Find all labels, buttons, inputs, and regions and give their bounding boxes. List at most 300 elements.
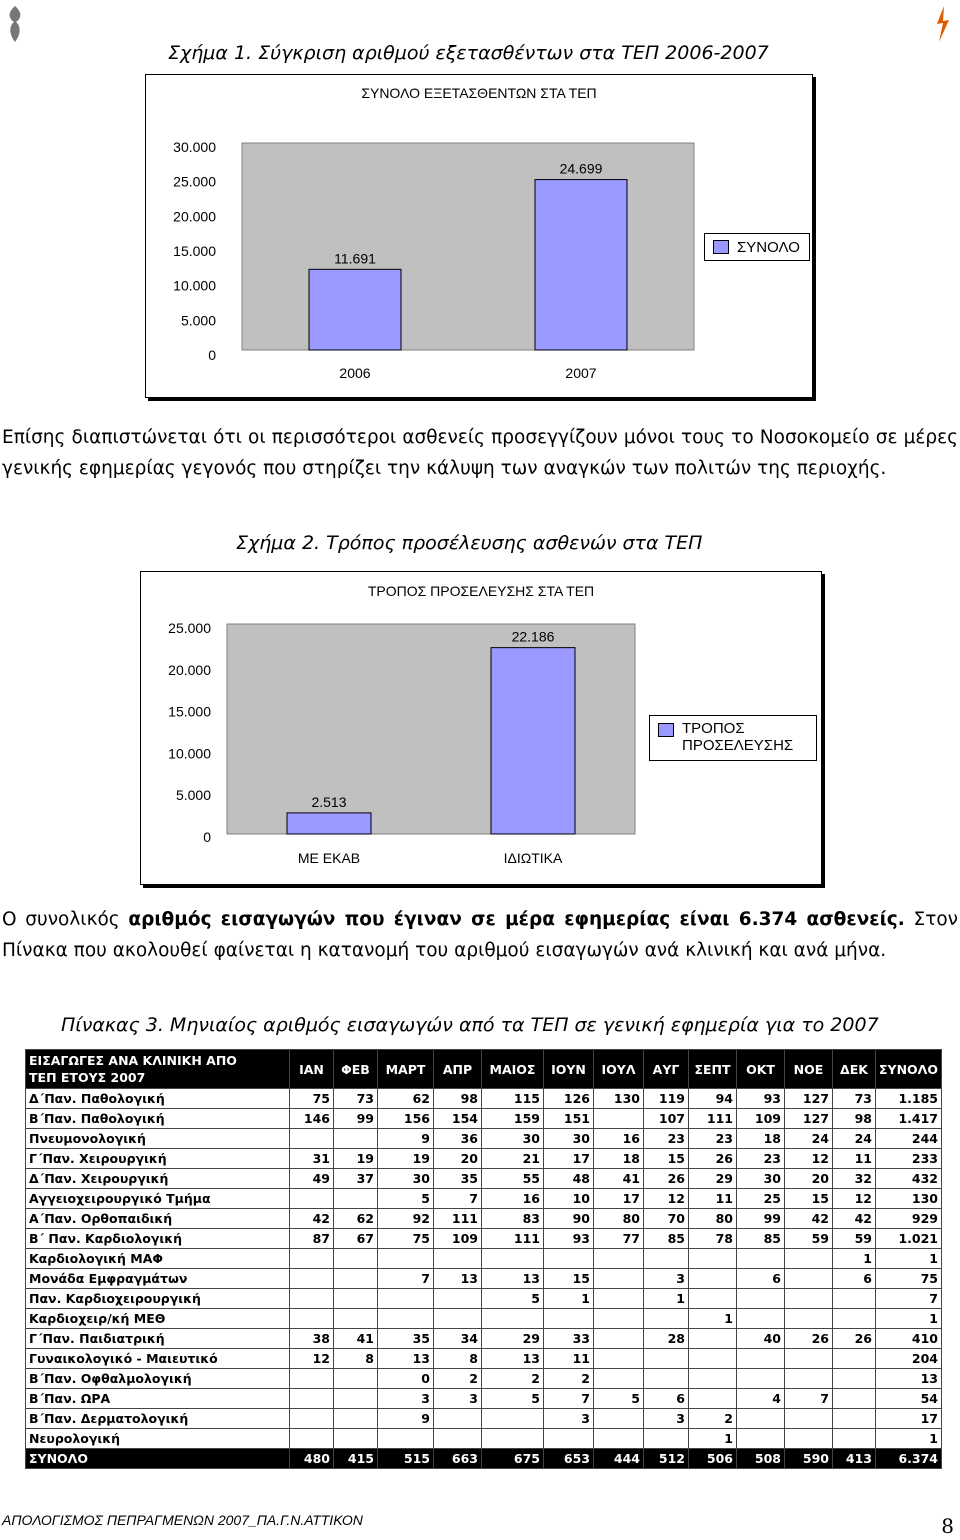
table-cell: 6 (833, 1269, 876, 1289)
column-header: ΙΑΝ (290, 1050, 334, 1089)
table-cell (544, 1429, 594, 1449)
table-cell: 515 (378, 1449, 434, 1469)
table-cell: 35 (434, 1169, 482, 1189)
table-cell (594, 1409, 644, 1429)
table-cell (482, 1249, 544, 1269)
flame-icon (932, 4, 954, 44)
table-cell: 30 (737, 1169, 785, 1189)
table-header-row (26, 1050, 942, 1089)
table-cell: 42 (290, 1209, 334, 1229)
table-cell (378, 1309, 434, 1329)
table-cell (334, 1429, 378, 1449)
y-tick-label: 5.000 (175, 787, 211, 804)
table-cell: 11 (689, 1189, 737, 1209)
column-header: ΟΚΤ (737, 1050, 785, 1089)
table-cell (544, 1249, 594, 1269)
table-cell: 54 (876, 1389, 942, 1409)
table-cell: 159 (482, 1109, 544, 1129)
figure1-caption: Σχήμα 1. Σύγκριση αριθμού εξετασθέντων στα ΤΕΠ 2006-2007 (168, 42, 769, 64)
column-header: ΜΑΙΟΣ (482, 1050, 544, 1089)
table-cell: 70 (644, 1209, 689, 1229)
table-cell: 75 (290, 1089, 334, 1109)
table-cell: 11 (833, 1149, 876, 1169)
table-cell: 508 (737, 1449, 785, 1469)
table-row (26, 1409, 942, 1429)
table-cell: 115 (482, 1089, 544, 1109)
table-cell: 28 (644, 1329, 689, 1349)
table-cell (785, 1409, 833, 1429)
table-cell: 42 (833, 1209, 876, 1229)
table-cell (334, 1369, 378, 1389)
table-cell: 3 (644, 1409, 689, 1429)
table-cell: 80 (689, 1209, 737, 1229)
y-tick-label: 20.000 (168, 661, 211, 678)
table-cell: 21 (482, 1149, 544, 1169)
table-cell (482, 1309, 544, 1329)
figure1-legend-label: ΣΥΝΟΛΟ (737, 238, 800, 256)
table-row (26, 1129, 942, 1149)
paragraph-2-emphasis: αριθμός εισαγωγών που έγιναν σε μέρα εφημερίας είναι 6.374 ασθενείς. (128, 909, 905, 930)
table-cell (644, 1249, 689, 1269)
table-cell: 93 (544, 1229, 594, 1249)
table-cell (785, 1249, 833, 1269)
column-header: ΜΑΡΤ (378, 1050, 434, 1089)
bar-2007 (535, 180, 627, 350)
table-cell: 17 (544, 1149, 594, 1169)
table-cell: 130 (876, 1189, 942, 1209)
figure2-legend-label: ΤΡΟΠΟΣ ΠΡΟΣΕΛΕΥΣΗΣ (682, 720, 794, 754)
row-label: Β΄ Παν. Καρδιολογική (26, 1229, 290, 1249)
table-cell: 48 (544, 1169, 594, 1189)
table-cell: 18 (737, 1129, 785, 1149)
y-tick-label: 5.000 (180, 312, 216, 329)
table-cell (290, 1309, 334, 1329)
table-cell (785, 1349, 833, 1369)
y-tick-label: 20.000 (173, 208, 216, 225)
table-cell (737, 1369, 785, 1389)
table-cell: 653 (544, 1449, 594, 1469)
table-cell: 2 (544, 1369, 594, 1389)
table-cell: 512 (644, 1449, 689, 1469)
column-header: ΣΥΝΟΛΟ (876, 1050, 942, 1089)
table-cell (434, 1429, 482, 1449)
table-cell: 111 (434, 1209, 482, 1229)
table-cell: 13 (378, 1349, 434, 1369)
table-cell: 1 (689, 1429, 737, 1449)
table-cell: 3 (544, 1409, 594, 1429)
column-header: ΙΟΥΛ (594, 1050, 644, 1089)
table-cell: 40 (737, 1329, 785, 1349)
table-cell: 1.185 (876, 1089, 942, 1109)
table-cell: 18 (594, 1149, 644, 1169)
row-label: Δ΄Παν. Χειρουργική (26, 1169, 290, 1189)
table-title-header (26, 1050, 290, 1089)
table-cell: 30 (482, 1129, 544, 1149)
page-number: 8 (941, 1514, 954, 1538)
table3-caption: Πίνακας 3. Μηνιαίος αριθμός εισαγωγών από τα ΤΕΠ σε γενική εφημερία για το 2007 (61, 1014, 879, 1036)
table-cell (290, 1189, 334, 1209)
table-cell: 23 (737, 1149, 785, 1169)
table-cell: 83 (482, 1209, 544, 1229)
table-cell: 4 (737, 1389, 785, 1409)
table-cell (594, 1109, 644, 1129)
table-cell: 6.374 (876, 1449, 942, 1469)
table-cell: 62 (378, 1089, 434, 1109)
table-total-row (26, 1449, 942, 1469)
table-cell (594, 1289, 644, 1309)
table-cell: 233 (876, 1149, 942, 1169)
row-label: Νευρολογική (26, 1429, 290, 1449)
table-cell (644, 1429, 689, 1449)
table-cell: 7 (378, 1269, 434, 1289)
table-cell: 17 (594, 1189, 644, 1209)
table-cell: 126 (544, 1089, 594, 1109)
table-cell: 36 (434, 1129, 482, 1149)
table-cell: 1 (876, 1249, 942, 1269)
table-cell: 5 (482, 1389, 544, 1409)
table-cell (334, 1189, 378, 1209)
table-cell (737, 1289, 785, 1309)
table-cell: 3 (434, 1389, 482, 1409)
table-cell: 111 (482, 1229, 544, 1249)
table-cell: 75 (876, 1269, 942, 1289)
table-cell: 98 (434, 1089, 482, 1109)
table-cell: 90 (544, 1209, 594, 1229)
table-cell: 506 (689, 1449, 737, 1469)
table-cell: 12 (833, 1189, 876, 1209)
footer-text: ΑΠΟΛΟΓΙΣΜΟΣ ΠΕΠΡΑΓΜΕΝΩΝ 2007_ΠΑ.Γ.Ν.ΑΤΤΙΚΟΝ (2, 1512, 363, 1528)
table-cell: 107 (644, 1109, 689, 1129)
table-cell: 73 (833, 1089, 876, 1109)
table-cell: 111 (689, 1109, 737, 1129)
table-cell: 42 (785, 1209, 833, 1229)
logo-icon (4, 4, 26, 44)
table-cell: 85 (737, 1229, 785, 1249)
table-cell: 413 (833, 1449, 876, 1469)
table-cell: 10 (544, 1189, 594, 1209)
row-label: Μονάδα Εμφραγμάτων (26, 1269, 290, 1289)
table-cell: 23 (689, 1129, 737, 1149)
row-label: Β΄Παν. Παθολογική (26, 1109, 290, 1129)
table-cell: 26 (644, 1169, 689, 1189)
table-cell: 99 (334, 1109, 378, 1129)
table-cell: 85 (644, 1229, 689, 1249)
table-cell: 26 (785, 1329, 833, 1349)
table-cell (434, 1309, 482, 1329)
table-cell (290, 1269, 334, 1289)
table-cell: 590 (785, 1449, 833, 1469)
bar-ΜΕ ΕΚΑΒ (287, 813, 371, 834)
table-cell: 2 (482, 1369, 544, 1389)
table-cell: 32 (833, 1169, 876, 1189)
table-cell (785, 1429, 833, 1449)
column-header: ΑΠΡ (434, 1050, 482, 1089)
table-cell (737, 1409, 785, 1429)
table-cell: 26 (689, 1149, 737, 1169)
table-cell: 30 (378, 1169, 434, 1189)
table-row (26, 1189, 942, 1209)
table-cell (644, 1309, 689, 1329)
table-cell: 9 (378, 1129, 434, 1149)
table-cell: 94 (689, 1089, 737, 1109)
table-cell (833, 1389, 876, 1409)
table-cell (833, 1309, 876, 1329)
table-cell: 127 (785, 1089, 833, 1109)
table-cell (434, 1249, 482, 1269)
table-row (26, 1089, 942, 1109)
table-cell (334, 1249, 378, 1269)
y-tick-label: 25.000 (173, 173, 216, 190)
table-cell: 12 (290, 1349, 334, 1369)
table-cell: 59 (833, 1229, 876, 1249)
table-cell (290, 1289, 334, 1309)
column-header: ΦΕΒ (334, 1050, 378, 1089)
table-cell (737, 1309, 785, 1329)
table-cell: 13 (434, 1269, 482, 1289)
row-label: Γυναικολογικό - Μαιευτικό (26, 1349, 290, 1369)
table-cell (378, 1249, 434, 1269)
y-tick-label: 10.000 (173, 277, 216, 294)
table-cell: 15 (544, 1269, 594, 1289)
table-cell: 12 (644, 1189, 689, 1209)
table-cell (689, 1369, 737, 1389)
table-cell (594, 1309, 644, 1329)
table-cell: 93 (737, 1089, 785, 1109)
figure1-chart (145, 74, 813, 398)
table-cell: 49 (290, 1169, 334, 1189)
table-cell (378, 1429, 434, 1449)
table-cell (785, 1369, 833, 1389)
table-cell (737, 1349, 785, 1369)
chart-title: ΤΡΟΠΟΣ ΠΡΟΣΕΛΕΥΣΗΣ ΣΤΑ ΤΕΠ (367, 583, 595, 599)
legend-swatch (713, 240, 729, 254)
table-cell: 17 (876, 1409, 942, 1429)
table-cell: 1.417 (876, 1109, 942, 1129)
table-cell: 7 (785, 1389, 833, 1409)
table-cell: 12 (785, 1149, 833, 1169)
table-cell (594, 1429, 644, 1449)
y-tick-label: 25.000 (168, 620, 211, 636)
table-cell (594, 1329, 644, 1349)
row-label: Παν. Καρδιοχειρουργική (26, 1289, 290, 1309)
table-cell (785, 1289, 833, 1309)
table-cell: 5 (482, 1289, 544, 1309)
table-cell: 35 (378, 1329, 434, 1349)
table-cell: 1 (689, 1309, 737, 1329)
table-cell: 204 (876, 1349, 942, 1369)
table-cell: 34 (434, 1329, 482, 1349)
table-cell: 415 (334, 1449, 378, 1469)
row-label: Β΄Παν. Δερματολογική (26, 1409, 290, 1429)
table-cell (482, 1429, 544, 1449)
column-header: ΙΟΥΝ (544, 1050, 594, 1089)
column-header: ΝΟΕ (785, 1050, 833, 1089)
table-cell: 1 (544, 1289, 594, 1309)
table-cell: 6 (737, 1269, 785, 1289)
x-category-label: 2006 (339, 365, 371, 381)
table-cell: 59 (785, 1229, 833, 1249)
table-cell: 31 (290, 1149, 334, 1169)
table-cell: 19 (334, 1149, 378, 1169)
column-header: ΣΕΠΤ (689, 1050, 737, 1089)
table-cell: 38 (290, 1329, 334, 1349)
table-row (26, 1389, 942, 1409)
table-cell (689, 1289, 737, 1309)
table-cell: 73 (334, 1089, 378, 1109)
table-cell: 25 (737, 1189, 785, 1209)
row-label: Γ΄Παν. Παιδιατρική (26, 1329, 290, 1349)
y-tick-label: 15.000 (168, 703, 211, 720)
table-cell: 80 (594, 1209, 644, 1229)
figure1-legend (704, 233, 810, 261)
row-label: Γ΄Παν. Χειρουργική (26, 1149, 290, 1169)
bar-value-label: 2.513 (311, 793, 347, 810)
table-cell: 154 (434, 1109, 482, 1129)
row-label: Δ΄Παν. Παθολογική (26, 1089, 290, 1109)
table-cell: 109 (737, 1109, 785, 1129)
table-cell: 16 (482, 1189, 544, 1209)
table-row (26, 1149, 942, 1169)
table-cell: 30 (544, 1129, 594, 1149)
table-cell (644, 1369, 689, 1389)
bar-ΙΔΙΩΤΙΚΑ (491, 648, 575, 834)
table-cell: 1 (876, 1429, 942, 1449)
table-cell (334, 1389, 378, 1409)
table-cell (434, 1289, 482, 1309)
table-cell (689, 1269, 737, 1289)
table-cell: 2 (689, 1409, 737, 1429)
table-cell: 127 (785, 1109, 833, 1129)
table-cell: 0 (378, 1369, 434, 1389)
table-cell: 15 (785, 1189, 833, 1209)
table-cell: 480 (290, 1449, 334, 1469)
table-cell: 119 (644, 1089, 689, 1109)
y-tick-label: 0 (203, 829, 211, 845)
table-cell: 5 (378, 1189, 434, 1209)
table-cell: 78 (689, 1229, 737, 1249)
table-cell: 26 (833, 1329, 876, 1349)
table-cell (544, 1309, 594, 1329)
table-cell: 29 (689, 1169, 737, 1189)
table-cell: 24 (833, 1129, 876, 1149)
table-row (26, 1429, 942, 1449)
table-row (26, 1209, 942, 1229)
bar-value-label: 24.699 (559, 160, 603, 177)
table-cell: 99 (737, 1209, 785, 1229)
table-cell: 9 (378, 1409, 434, 1429)
legend-swatch (658, 723, 674, 737)
table-cell: 75 (378, 1229, 434, 1249)
table-cell (594, 1269, 644, 1289)
table-cell: 663 (434, 1449, 482, 1469)
figure2-legend (649, 715, 817, 761)
figure2-caption: Σχήμα 2. Τρόπος προσέλευσης ασθενών στα ΤΕΠ (236, 532, 703, 554)
table-cell: 41 (334, 1329, 378, 1349)
table-cell: 109 (434, 1229, 482, 1249)
paragraph-1: Επίσης διαπιστώνεται ότι οι περισσότεροι ασθενείς προσεγγίζουν μόνοι τους το Νοσοκομείο σε μέρες γενικής εφημερίας γεγονός που στηρίζει την κάλυψη των αναγκών των πολιτών της περιοχής. (2, 427, 958, 479)
figure2-chart (140, 571, 822, 885)
table-cell (290, 1409, 334, 1429)
table-cell: 13 (482, 1349, 544, 1369)
table-cell: 29 (482, 1329, 544, 1349)
table-cell: 16 (594, 1129, 644, 1149)
table-cell (833, 1289, 876, 1309)
table-cell: 3 (644, 1269, 689, 1289)
table-cell (594, 1249, 644, 1269)
table-cell: 62 (334, 1209, 378, 1229)
table-cell: 37 (334, 1169, 378, 1189)
row-label: Β΄Παν. ΩΡΑ (26, 1389, 290, 1409)
bar-value-label: 22.186 (511, 628, 555, 645)
table-cell (594, 1369, 644, 1389)
bar-2006 (309, 269, 401, 350)
table-cell: 244 (876, 1129, 942, 1149)
table-cell: 432 (876, 1169, 942, 1189)
table-cell (689, 1349, 737, 1369)
table-cell: 23 (644, 1129, 689, 1149)
table-cell (334, 1309, 378, 1329)
table-cell (833, 1369, 876, 1389)
table-cell (290, 1369, 334, 1389)
table-title-line: ΕΙΣΑΓΩΓΕΣ ΑΝΑ ΚΛΙΝΙΚΗ ΑΠΟ (29, 1053, 237, 1068)
table-cell: 98 (833, 1109, 876, 1129)
table-cell: 675 (482, 1449, 544, 1469)
table-cell: 19 (378, 1149, 434, 1169)
table-cell: 7 (434, 1189, 482, 1209)
chart-title: ΣΥΝΟΛΟ ΕΞΕΤΑΣΘΕΝΤΩΝ ΣΤΑ ΤΕΠ (361, 85, 597, 101)
table-cell: 410 (876, 1329, 942, 1349)
y-tick-label: 0 (208, 347, 216, 363)
table-cell (785, 1309, 833, 1329)
table-cell (644, 1349, 689, 1369)
table-cell (833, 1409, 876, 1429)
y-tick-label: 30.000 (173, 139, 216, 155)
bar-value-label: 11.691 (334, 250, 376, 267)
table-cell (689, 1249, 737, 1269)
x-category-label: 2007 (565, 365, 597, 381)
table-cell: 20 (434, 1149, 482, 1169)
table-cell (482, 1409, 544, 1429)
table-cell: 55 (482, 1169, 544, 1189)
table-cell: 33 (544, 1329, 594, 1349)
x-category-label: ΙΔΙΩΤΙΚΑ (503, 850, 563, 866)
table-cell: 7 (544, 1389, 594, 1409)
table-cell: 92 (378, 1209, 434, 1229)
column-header: ΔΕΚ (833, 1050, 876, 1089)
table-cell: 77 (594, 1229, 644, 1249)
table-cell (689, 1329, 737, 1349)
table-row (26, 1369, 942, 1389)
table-cell: 24 (785, 1129, 833, 1149)
table-cell: 11 (544, 1349, 594, 1369)
table-cell (434, 1409, 482, 1429)
y-tick-label: 10.000 (168, 745, 211, 762)
table-cell: 7 (876, 1289, 942, 1309)
table-cell (290, 1249, 334, 1269)
paragraph-2 (2, 904, 958, 966)
table-cell (833, 1429, 876, 1449)
table-cell (334, 1129, 378, 1149)
table-cell (334, 1289, 378, 1309)
table-cell: 1.021 (876, 1229, 942, 1249)
column-header: ΑΥΓ (644, 1050, 689, 1089)
table-cell: 5 (594, 1389, 644, 1409)
table-row (26, 1269, 942, 1289)
table-cell: 13 (482, 1269, 544, 1289)
table-cell: 20 (785, 1169, 833, 1189)
table-row (26, 1289, 942, 1309)
table-cell: 8 (434, 1349, 482, 1369)
